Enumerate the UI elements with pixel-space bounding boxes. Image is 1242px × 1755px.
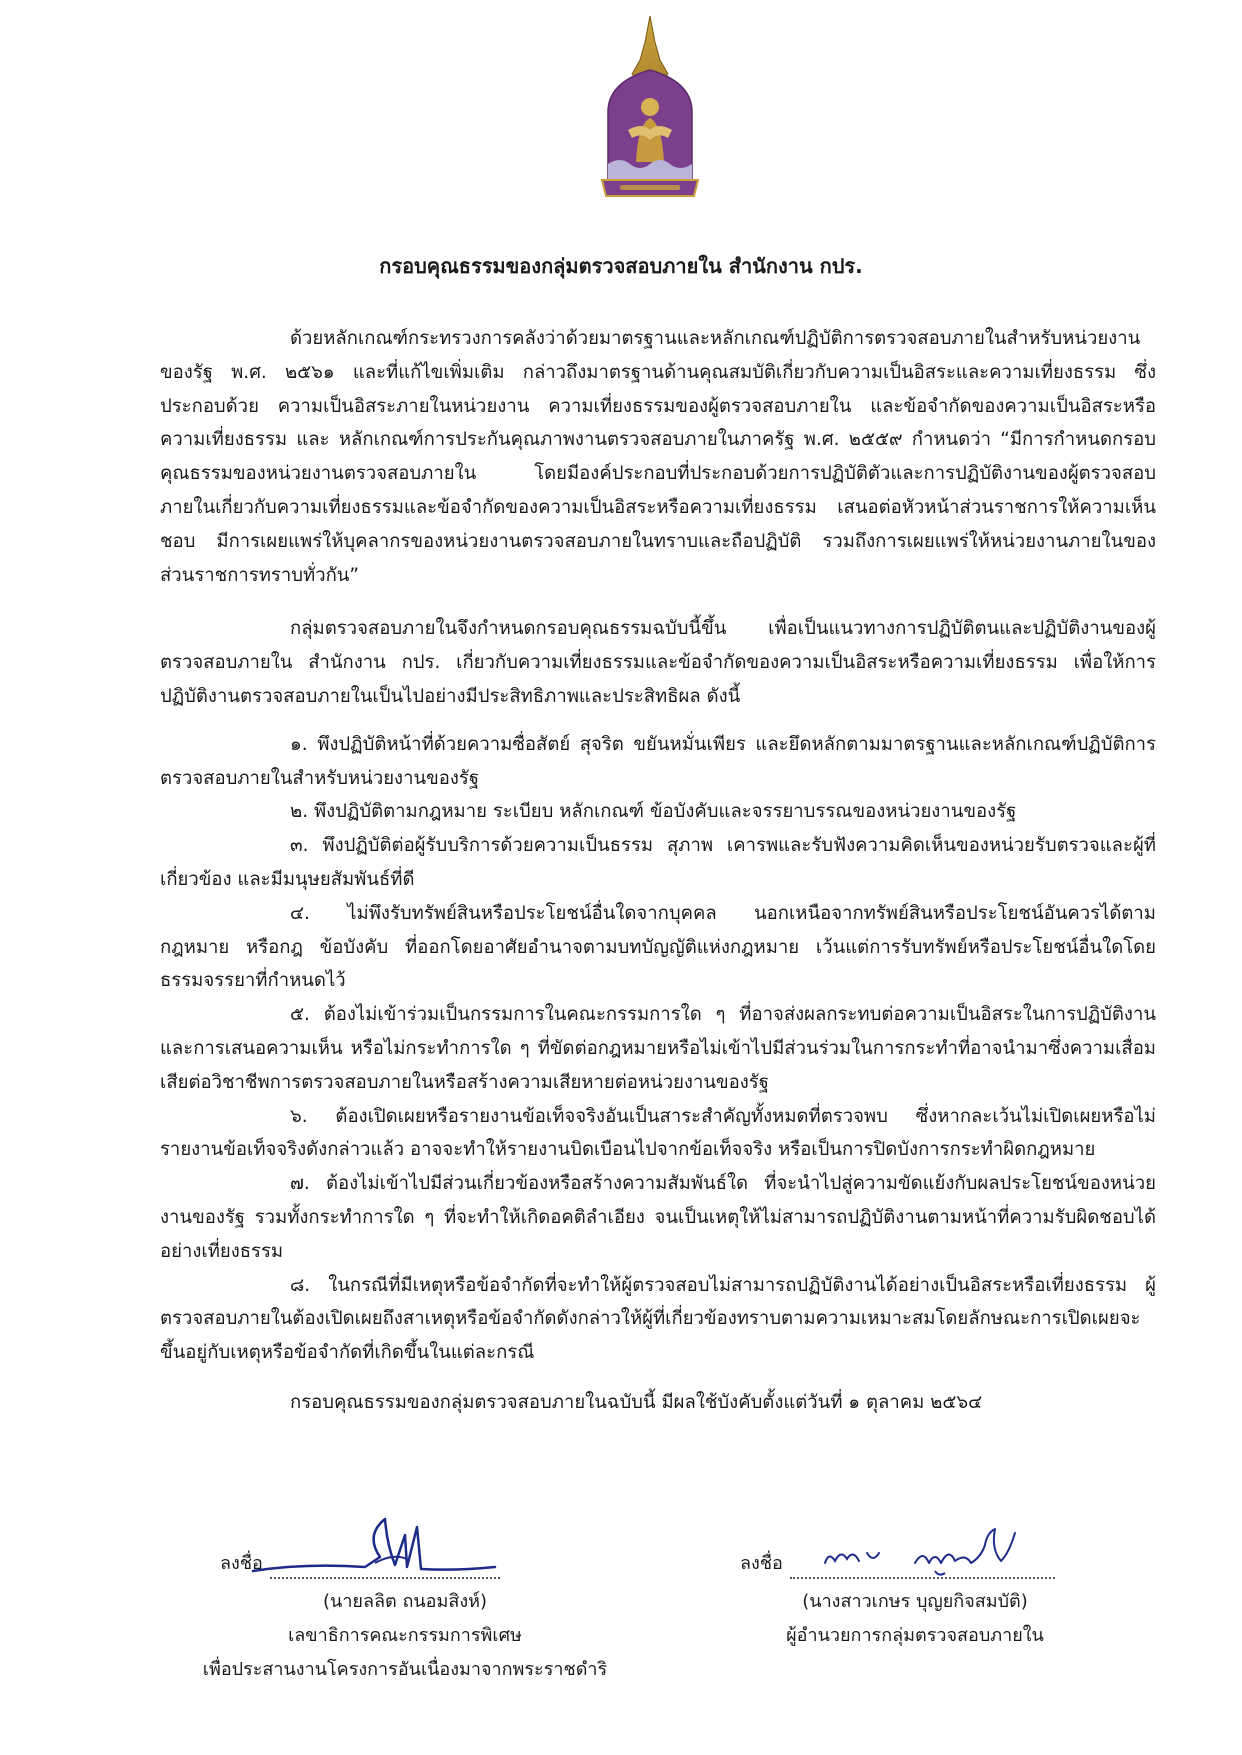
sign-line — [720, 1545, 1110, 1585]
signer-name: (นายลลิต ถนอมสิงห์) — [323, 1591, 487, 1612]
handwritten-signature — [815, 1513, 1045, 1583]
handwritten-signature — [245, 1505, 505, 1585]
signature-block-left — [175, 1545, 635, 1687]
list-item: ๑. พึงปฏิบัติหน้าที่ด้วยความซื่อสัตย์ สุจริต ขยันหมั่นเพียร และยึดหลักตามมาตรฐานและหลักเกณฑ์ปฏิบัติการตรวจสอบภายในสำหรับหน่วยงานของรัฐ — [160, 733, 1156, 789]
emblem-logo — [598, 12, 703, 202]
document-title: กรอบคุณธรรมของกลุ่มตรวจสอบภายใน สำนักงาน กปร. — [379, 254, 863, 278]
list-item: ๒. พึงปฏิบัติตามกฎหมาย ระเบียบ หลักเกณฑ์ ข้อบังคับและจรรยาบรรณของหน่วยงานของรัฐ — [290, 801, 1017, 823]
list-item: ๔. ไม่พึงรับทรัพย์สินหรือประโยชน์อื่นใดจากบุคคล นอกเหนือจากทรัพย์สินหรือประโยชน์อันควรได้ตามกฎหมาย หรือกฎ ข้อบังคับ ที่ออกโดยอาศัยอำนาจตามบทบัญญัติแห่งกฎหมาย เว้นแต่การรับทรัพย์หรือประโยชน์อื่นใดโดยธรรมจรรยาที่กำหนดไว้ — [160, 902, 1156, 992]
sign-line — [175, 1545, 635, 1585]
list-item: ๖. ต้องเปิดเผยหรือรายงานข้อเท็จจริงอันเป็นสาระสำคัญทั้งหมดที่ตรวจพบ ซึ่งหากละเว้นไม่เปิดเผยหรือไม่รายงานข้อเท็จจริงดังกล่าวแล้ว อาจจะทำให้รายงานบิดเบือนไปจากข้อเท็จจริง หรือเป็นการปิดบังการกระทำผิดกฎหมาย — [160, 1105, 1156, 1161]
intro-paragraph: ด้วยหลักเกณฑ์กระทรวงการคลังว่าด้วยมาตรฐานและหลักเกณฑ์ปฏิบัติการตรวจสอบภายในสำหรับหน่วยงานของรัฐ พ.ศ. ๒๕๖๑ และที่แก้ไขเพิ่มเติม กล่าวถึงมาตรฐานด้านคุณสมบัติเกี่ยวกับความเป็นอิสระและความเที่ยงธรรม ซึ่งประกอบด้วย ความเป็นอิสระภายในหน่วยงาน ความเที่ยงธรรมของผู้ตรวจสอบภายใน และข้อจำกัดของความเป็นอิสระหรือความเที่ยงธรรม และ หลักเกณฑ์การประกันคุณภาพงานตรวจสอบภายในภาครัฐ พ.ศ. ๒๕๕๙ กำหนดว่า “มีการกำหนดกรอบคุณธรรมของหน่วยงานตรวจสอบภายใน โดยมีองค์ประกอบที่ประกอบด้วยการปฏิบัติตัวและการปฏิบัติงานของผู้ตรวจสอบภายในเกี่ยวกับความเที่ยงธรรมและข้อจำกัดของความเป็นอิสระหรือความเที่ยงธรรม เสนอต่อหัวหน้าส่วนราชการให้ความเห็นชอบ มีการเผยแพร่ให้บุคลากรของหน่วยงานตรวจสอบภายในทราบและถือปฏิบัติ รวมถึงการเผยแพร่ให้หน่วยงานภายในของส่วนราชการทราบทั่วกัน” — [160, 328, 1156, 586]
effective-date-statement: กรอบคุณธรรมของกลุ่มตรวจสอบภายในฉบับนี้ มีผลใช้บังคับตั้งแต่วันที่ ๑ ตุลาคม ๒๕๖๔ — [290, 1391, 983, 1413]
list-item: ๗. ต้องไม่เข้าไปมีส่วนเกี่ยวข้องหรือสร้างความสัมพันธ์ใด ที่จะนำไปสู่ความขัดแย้งกับผลประโยชน์ของหน่วยงานของรัฐ รวมทั้งกระทำการใด ๆ ที่จะทำให้เกิดอคติลำเอียง จนเป็นเหตุให้ไม่สามารถปฏิบัติงานตามหน้าที่ความรับผิดชอบได้อย่างเที่ยงธรรม — [160, 1173, 1156, 1262]
sign-label: ลงชื่อ — [220, 1553, 263, 1574]
signer-name: (นางสาวเกษร บุญยกิจสมบัติ) — [802, 1591, 1028, 1612]
signer-position: เลขาธิการคณะกรรมการพิเศษ — [288, 1625, 522, 1646]
list-item: ๘. ในกรณีที่มีเหตุหรือข้อจำกัดที่จะทำให้ผู้ตรวจสอบไม่สามารถปฏิบัติงานได้อย่างเป็นอิสระหรือเที่ยงธรรม ผู้ตรวจสอบภายในต้องเปิดเผยถึงสาเหตุหรือข้อจำกัดดังกล่าวให้ผู้ที่เกี่ยวข้องทราบตามความเหมาะสมโดยลักษณะการเปิดเผยจะขึ้นอยู่กับเหตุหรือข้อจำกัดที่เกิดขึ้นในแต่ละกรณี — [160, 1274, 1156, 1364]
signer-position: เพื่อประสานงานโครงการอันเนื่องมาจากพระราชดำริ — [202, 1659, 608, 1680]
document-body — [160, 322, 1156, 1420]
signer-position: ผู้อำนวยการกลุ่มตรวจสอบภายใน — [786, 1625, 1044, 1646]
list-item: ๓. พึงปฏิบัติต่อผู้รับบริการด้วยความเป็นธรรม สุภาพ เคารพและรับฟังความคิดเห็นของหน่วยรับตรวจและผู้ที่เกี่ยวข้อง และมีมนุษยสัมพันธ์ที่ดี — [160, 835, 1156, 890]
sign-label: ลงชื่อ — [740, 1553, 783, 1574]
list-item: ๕. ต้องไม่เข้าร่วมเป็นกรรมการในคณะกรรมการใด ๆ ที่อาจส่งผลกระทบต่อความเป็นอิสระในการปฏิบัติงานและการเสนอความเห็น หรือไม่กระทำการใด ๆ ที่ขัดต่อกฎหมายหรือไม่เข้าไปมีส่วนร่วมในการกระทำที่อาจนำมาซึ่งความเสื่อมเสียต่อวิชาชีพการตรวจสอบภายในหรือสร้างความเสียหายต่อหน่วยงานของรัฐ — [160, 1004, 1156, 1093]
signature-block-right — [720, 1545, 1110, 1653]
principles-list — [160, 728, 1156, 1370]
purpose-paragraph: กลุ่มตรวจสอบภายในจึงกำหนดกรอบคุณธรรมฉบับนี้ขึ้น เพื่อเป็นแนวทางการปฏิบัติตนและปฏิบัติงานของผู้ตรวจสอบภายใน สำนักงาน กปร. เกี่ยวกับความเที่ยงธรรมและข้อจำกัดของความเป็นอิสระหรือความเที่ยงธรรม เพื่อให้การปฏิบัติงานตรวจสอบภายในเป็นไปอย่างมีประสิทธิภาพและประสิทธิผล ดังนี้ — [160, 618, 1156, 707]
